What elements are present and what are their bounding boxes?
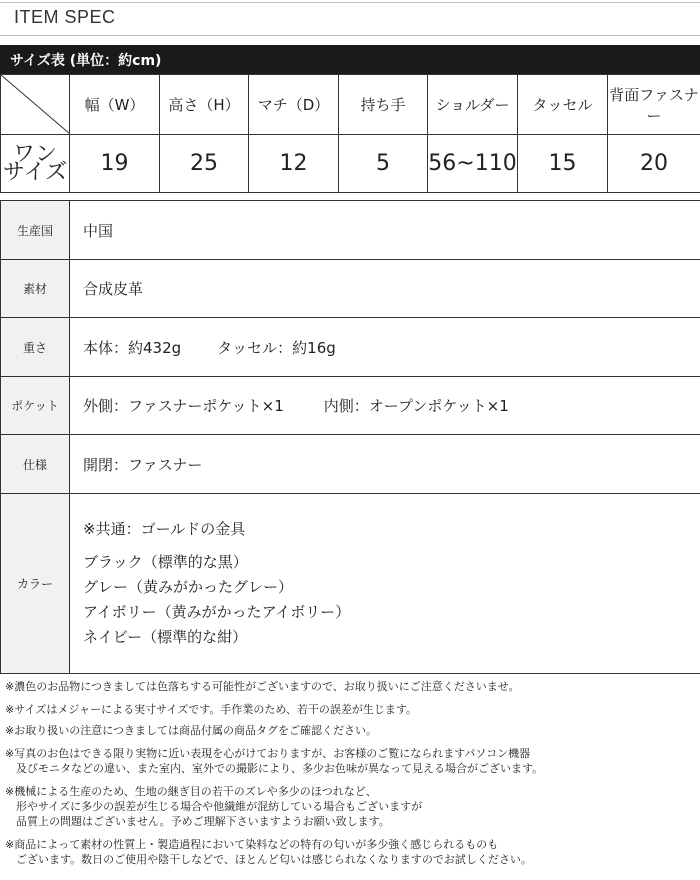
note-line: ※商品によって素材の性質上・製造過程において染料などの特有の匂いが多少強く感じられるものも [5,838,499,851]
note-line: 形やサイズに多少の誤差が生じる場合や他繊維が混紡している場合もございますが [5,800,423,813]
column-header-tassel: タッセル [518,75,608,135]
column-header-shoulder: ショルダー [428,75,518,135]
column-header-width: 幅（W） [70,75,160,135]
spec-label-color: カラー [1,494,70,674]
value-height: 25 [160,135,249,193]
spec-row-pocket [1,377,700,435]
note-material-odor [5,837,695,867]
note-line: 品質上の問題はございません。予めご理解下さいますようお願い致します。 [5,815,390,828]
weight-tassel: タッセル：約16g [217,338,336,357]
pocket-outer: 外側：ファスナーポケット×1 [83,397,284,415]
column-header-depth: マチ（D） [249,75,339,135]
note-machine-production [5,784,695,829]
value-tassel: 15 [518,135,608,193]
value-shoulder: 56~110 [428,135,518,193]
spec-row-weight [1,318,700,377]
section-title: ITEM SPEC [14,7,116,27]
notes-section [5,679,695,873]
spec-label-spec: 仕様 [1,435,70,494]
diagonal-line [1,75,70,134]
spec-value-spec: 開閉：ファスナー [70,435,700,494]
spec-row-spec [1,435,700,494]
color-item-black: ブラック（標準的な黒） [83,553,248,571]
note-size-measurement [5,702,695,717]
spec-value-pocket [70,377,700,435]
color-item-gray: グレー（黄みがかったグレー） [83,578,294,596]
row-label-line-2: サイズ [2,159,68,185]
weight-body: 本体：約432g [83,338,182,357]
spec-value-origin: 中国 [70,201,700,260]
column-header-back-zipper: 背面ファスナー [608,75,700,135]
color-item-ivory: アイボリー（黄みがかったアイボリー） [83,603,351,621]
note-line: ございます。数日のご使用や陰干しなどで、ほとんど匂いは感じられなくなりますのでお試しください。 [5,853,532,866]
column-header-handle: 持ち手 [339,75,428,135]
item-spec-title-bar [0,2,700,36]
note-line: ※写真のお色はできる限り実物に近い表現を心がけておりますが、お客様のご覧になられますパソコン機器 [5,747,531,760]
note-photo-color [5,746,695,776]
note-line: 及びモニタなどの違い、また室内、室外での撮影により、多少お色味が異なって見える場合がございます。 [5,762,544,775]
note-line: ※機械による生産のため、生地の継ぎ目の若干のズレや多少のほつれなど、 [5,785,377,798]
row-label-line-1: ワン [12,141,57,167]
value-handle: 5 [339,135,428,193]
spec-table [0,200,700,674]
size-table-header [0,45,700,74]
color-common-note: ※共通：ゴールドの金具 [83,520,246,538]
spec-value-material: 合成皮革 [70,260,700,318]
note-color-fading [5,679,695,694]
note-line: ※濃色のお品物につきましては色落ちする可能性がございますので、お取り扱いにご注意くださいませ。 [5,680,520,693]
pocket-inner: 内側：オープンポケット×1 [323,397,509,415]
column-header-height: 高さ（H） [160,75,249,135]
spec-row-material [1,260,700,318]
spec-label-material: 素材 [1,260,70,318]
size-table-header-row [1,75,700,135]
row-label-one-size [1,135,70,193]
size-table-value-row [1,135,700,193]
color-item-navy: ネイビー（標準的な紺） [83,628,248,646]
size-table [0,74,700,193]
spec-label-origin: 生産国 [1,201,70,260]
value-back-zipper: 20 [608,135,700,193]
note-line: ※お取り扱いの注意につきましては商品付属の商品タグをご確認ください。 [5,724,377,737]
spec-label-pocket: ポケット [1,377,70,435]
note-handling-tag [5,723,695,738]
value-width: 19 [70,135,160,193]
size-table-title: サイズ表 (単位：約cm) [10,53,162,69]
spec-label-weight: 重さ [1,318,70,377]
note-line: ※サイズはメジャーによる実寸サイズです。手作業のため、若干の誤差が生じます。 [5,703,418,716]
spec-value-weight [70,318,700,377]
corner-cell [1,75,70,135]
spec-row-origin [1,201,700,260]
spec-row-color [1,494,700,674]
spec-value-color [70,494,700,674]
value-depth: 12 [249,135,339,193]
